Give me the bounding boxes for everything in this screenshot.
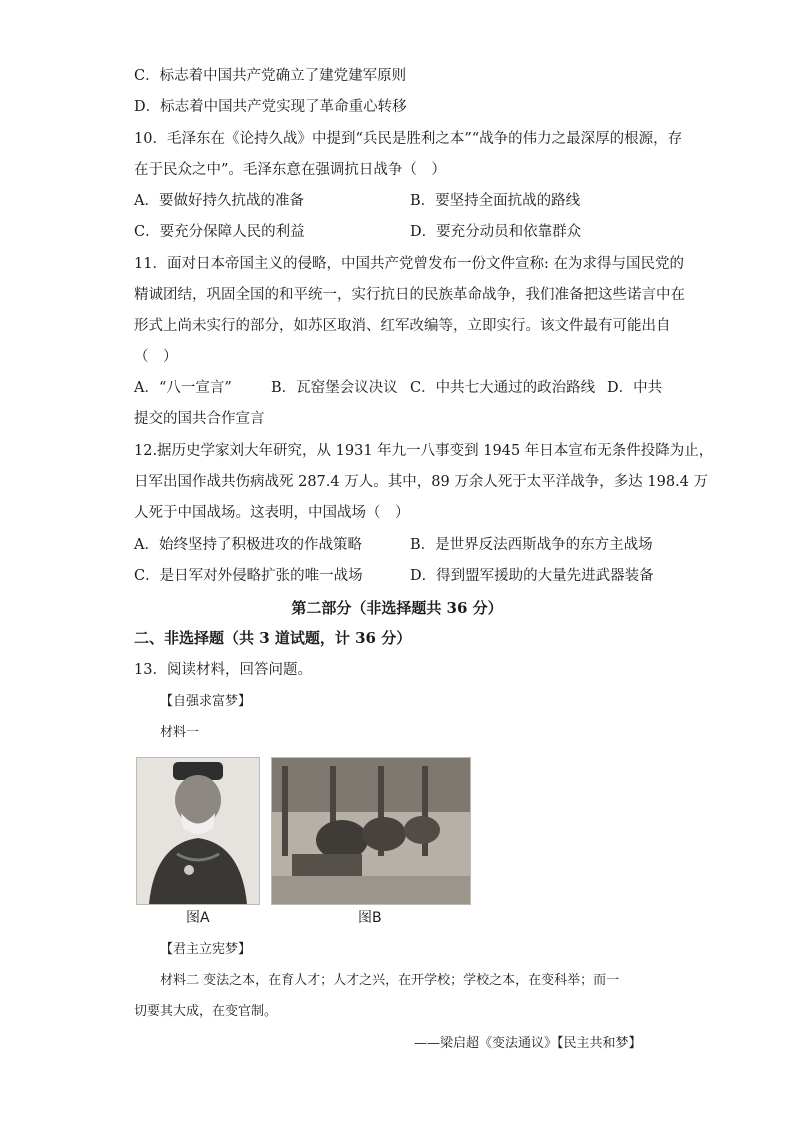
option-q9-c: C．标志着中国共产党确立了建党建军原则 (134, 68, 407, 84)
question-12-line-1: 12.据历史学家刘大年研究，从 1931 年九一八事变到 1945 年日本宣布无条件投降为止， (134, 443, 714, 459)
factory-photo (271, 757, 471, 905)
option-q11-c: C．中共七大通过的政治路线 (410, 380, 596, 396)
question-11-line-3: 形式上尚未实行的部分，如苏区取消、红军改编等，立即实行。该文件最有可能出自 (134, 318, 671, 334)
theme-tag-constitutional-monarchy: 【君主立宪梦】 (160, 942, 252, 957)
question-13-prompt: 13．阅读材料，回答问题。 (134, 662, 312, 678)
question-12-line-3: 人死于中国战场。这表明，中国战场（ ） (134, 505, 410, 521)
question-10-line-2: 在于民众之中”。毛泽东意在强调抗日战争（ ） (134, 162, 446, 178)
option-q11-a: A．“八一宣言” (134, 380, 232, 396)
portrait-photo (136, 757, 260, 905)
option-q12-a: A．始终坚持了积极进攻的作战策略 (134, 537, 362, 553)
option-q12-b: B．是世界反法西斯战争的东方主战场 (410, 537, 653, 553)
option-q10-a: A．要做好持久抗战的准备 (134, 193, 304, 209)
part-two-heading: 第二部分（非选择题共 36 分） (291, 599, 503, 617)
caption-figure-a: 图A (186, 910, 210, 926)
question-11-line-4: （ ） (134, 349, 178, 365)
material-one-label: 材料一 (160, 725, 200, 740)
option-q9-d: D．标志着中国共产党实现了革命重心转移 (134, 99, 407, 115)
theme-tag-self-strengthening: 【自强求富梦】 (160, 694, 252, 709)
option-q10-c: C．要充分保障人民的利益 (134, 224, 305, 240)
question-11-line-2: 精诚团结，巩固全国的和平统一，实行抗日的民族革命战争，我们准备把这些诺言中在 (134, 287, 685, 303)
option-q12-c: C．是日军对外侵略扩张的唯一战场 (134, 568, 363, 584)
question-10-line-1: 10．毛泽东在《论持久战》中提到“兵民是胜利之本”“战争的伟力之最深厚的根源，存 (134, 131, 683, 147)
section-two-heading: 二、非选择题（共 3 道试题，计 36 分） (134, 629, 412, 647)
option-q12-d: D．得到盟军援助的大量先进武器装备 (410, 568, 654, 584)
material-two-line-2: 切要其大成，在变官制。 (134, 1004, 278, 1019)
material-two-line-1: 材料二 变法之本，在育人才；人才之兴，在开学校；学校之本，在变科举；而一 (160, 973, 620, 988)
material-two-source: ——梁启超《变法通议》【民主共和梦】 (414, 1036, 642, 1051)
option-q10-b: B．要坚持全面抗战的路线 (410, 193, 581, 209)
option-q11-d: D．中共 (607, 380, 663, 396)
option-q11-d-cont: 提交的国共合作宣言 (134, 411, 265, 427)
caption-figure-b: 图B (358, 910, 382, 926)
option-q10-d: D．要充分动员和依靠群众 (410, 224, 582, 240)
option-q11-b: B．瓦窑堡会议决议 (271, 380, 398, 396)
question-12-line-2: 日军出国作战共伤病战死 287.4 万人。其中，89 万余人死于太平洋战争，多达 198.4 万 (134, 474, 709, 490)
question-11-line-1: 11．面对日本帝国主义的侵略，中国共产党曾发布一份文件宣称: 在为求得与国民党的 (134, 256, 684, 272)
